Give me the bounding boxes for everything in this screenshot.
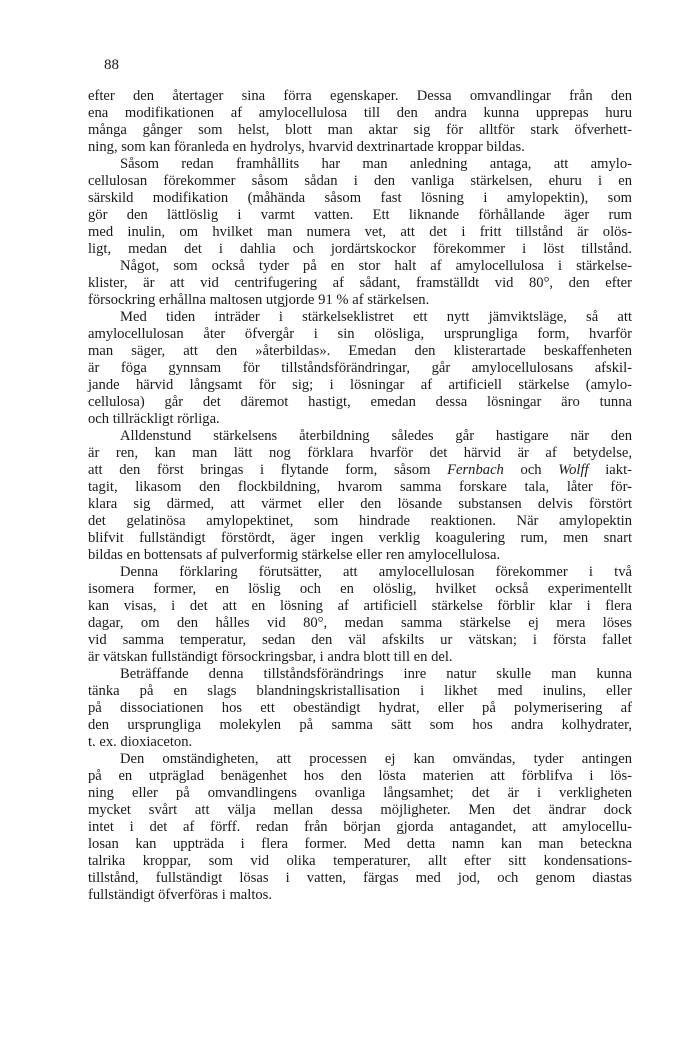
text-line: cellulosa) går det däremot hastigt, emedan dessa lösningar äro tunna [88,394,632,410]
text-line: tänka på en slags blandningskristallisation i likhet med inulins, eller [88,683,632,699]
paragraph-start-line: Beträffande denna tillståndsförändrings inre natur skulle man kunna [120,666,632,682]
text-line: försockring erhållna maltosen utgjorde 91 % af stärkelsen. [88,292,430,308]
text-line: ning, som kan föranleda en hydrolys, hvarvid dextrinartade kroppar bildas. [88,139,525,155]
text-line: den ursprungliga molekylen på samma sätt som hos andra kolhydrater, [88,717,632,733]
text-line: mycket svårt att välja mellan dessa möjligheter. Men det ändrar dock [88,802,632,818]
text-line: ligt, medan det i dahlia och jordärtskockor förekommer i löst tillstånd. [88,241,632,257]
text-line: jande härvid långsamt för sig; i lösningar af artificiell stärkelse (amylo- [88,377,632,393]
text-line: gör den lättlöslig i varmt vatten. Ett liknande förhållande äger rum [88,207,632,223]
paragraph-start-line: Med tiden inträder i stärkelseklistret ett nytt jämviktsläge, så att [120,309,632,325]
text-line: efter den återtager sina förra egenskaper. Dessa omvandlingar från den [88,88,632,104]
text-line: kan visas, i det att en lösning af artificiell stärkelse förblir klar i flera [88,598,632,614]
text-line: det gelatinösa amylopektinet, som hindrade reaktionen. När amylopektin [88,513,632,529]
paragraph-start-line: Denna förklaring förutsätter, att amylocellulosan förekommer i två [120,564,632,580]
text-line: blifvit fullständigt förstördt, äger ingen verklig koagulering rum, men snart [88,530,632,546]
text-line: och tillräckligt rörliga. [88,411,220,427]
text-line: ning eller på omvandlingens ovanliga långsamhet; det är i verkligheten [88,785,632,801]
text-line: amylocellulosan åter öfvergår i sin olösliga, ursprungliga form, hvarför [88,326,632,342]
text-line: är vätskan fullständigt försockringsbar, i andra blott till en del. [88,649,453,665]
text-line: är ren, kan man lätt nog förklara hvarför det härvid är af betydelse, [88,445,632,461]
text-line: bildas en bottensats af pulverformig stärkelse eller ren amylocellulosa. [88,547,501,563]
text-line: losan kan uppträda i flera former. Med detta namn kan man beteckna [88,836,632,852]
text-line: man säger, att den »återbildas». Emedan den klisterartade beskaffenheten [88,343,632,359]
text-line: särskild modifikation (måhända såsom fast lösning i amylopektin), som [88,190,632,206]
author-name: Fernbach [447,462,504,478]
text-line: klara sig därmed, att värmet eller den lösande substansen delvis förstört [88,496,632,512]
text-line: med inulin, om hvilket man numera vet, att det i fritt tillstånd är olös- [88,224,632,240]
paragraph-start-line: Något, som också tyder på en stor halt af amylocellulosa i stärkelse- [120,258,632,274]
paragraph-start-line: Såsom redan framhållits har man anledning antaga, att amylo- [120,156,632,172]
text-line: att den först bringas i flytande form, såsom Fernbach och Wolff iakt- [88,462,632,478]
text-line: många gånger som helst, blott man aktar sig för alltför stark öfverhett- [88,122,632,138]
text-line: intet i det af förff. redan från början gjorda antagandet, att amylocellu- [88,819,632,835]
text-line: vid samma temperatur, sedan den väl afskilts ur vätskan; i första fallet [88,632,632,648]
text-line: dagar, om den hålles vid 80°, medan samma stärkelse ej mera löses [88,615,632,631]
paragraph-start-line: Alldenstund stärkelsens återbildning således går hastigare när den [120,428,632,444]
author-name: Wolff [558,462,589,478]
text-line: klister, är att vid centrifugering af sådant, framställdt vid 80°, den efter [88,275,632,291]
text-line: talrika kroppar, som vid olika temperaturer, allt efter sitt kondensations- [88,853,632,869]
page-number: 88 [104,57,119,73]
text-line: ena modifikationen af amylocellulosa till den andra kunna upprepas huru [88,105,632,121]
text-line: på en utpräglad benägenhet hos den lösta materien att förblifva i lös- [88,768,632,784]
text-line: är föga gynnsam för tillståndsförändringar, går amylocellulosans afskil- [88,360,632,376]
text-line: t. ex. dioxiaceton. [88,734,193,750]
text-line: tagit, likasom den flockbildning, hvarom samma forskare tala, låter för- [88,479,632,495]
text-line: isomera former, en löslig och en olöslig, hvilket också experimentellt [88,581,632,597]
text-line: cellulosan förekommer såsom sådan i den vanliga stärkelsen, ehuru i en [88,173,632,189]
text-line: fullständigt öfverföras i maltos. [88,887,273,903]
text-line: på dissociationen hos ett obeständigt hydrat, eller på polymerisering af [88,700,632,716]
text-line: tillstånd, fullständigt lösas i vatten, färgas med jod, och genom diastas [88,870,632,886]
paragraph-start-line: Den omständigheten, att processen ej kan omvändas, tyder antingen [120,751,632,767]
